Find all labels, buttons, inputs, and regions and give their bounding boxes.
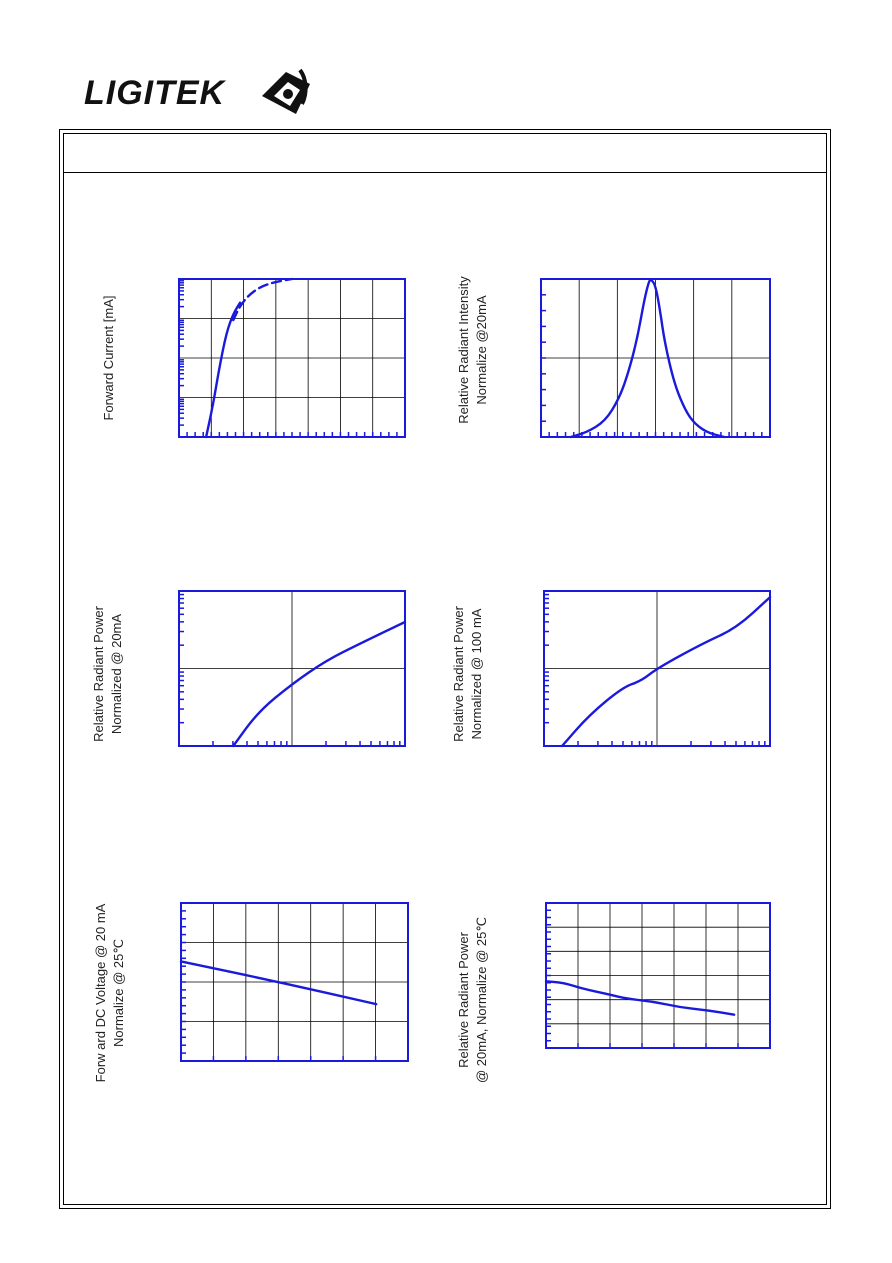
y-axis-label-line1: Forw ard DC Voltage @ 20 mA [93,903,108,1083]
y-axis-label-line2: Normalized @ 100 mA [469,608,484,740]
y-axis-label-line1: Relative Radiant Power [91,606,106,742]
series-line-dashed [233,279,292,320]
y-axis-label-line1: Relative Radiant Power [451,606,466,742]
y-axis-label-line1: Forward Current [mA] [101,295,116,421]
y-axis-label-line1: Relative Radiant Power [456,932,471,1068]
y-axis-label-line2: Normalize @20mA [474,295,489,405]
y-axis-label [93,903,126,1082]
y-axis-label-line2: Normalized @ 20mA [109,613,124,735]
series-line-solid [571,280,724,437]
y-axis-label [456,276,489,424]
y-axis-label [451,605,484,742]
series-line-solid [233,622,405,746]
chart-power-vs-temp [456,903,770,1083]
y-axis-label [91,605,124,742]
chart-power-vs-current-100 [451,591,770,746]
series-line-solid [562,597,770,746]
chart-fwd-current [101,279,405,437]
chart-vf-vs-temp [93,903,408,1082]
y-axis-label-line2: @ 20mA, Normalize @ 25℃ [474,917,489,1083]
y-axis-label [101,296,116,421]
chart-power-vs-current-20 [91,591,405,746]
y-axis-label-line1: Relative Radiant Intensity [456,276,471,424]
y-axis-label-line2: Normalize @ 25℃ [111,939,126,1047]
chart-spectrum [456,276,770,437]
y-axis-label [456,917,489,1083]
brand-name: LIGITEK [84,74,226,112]
